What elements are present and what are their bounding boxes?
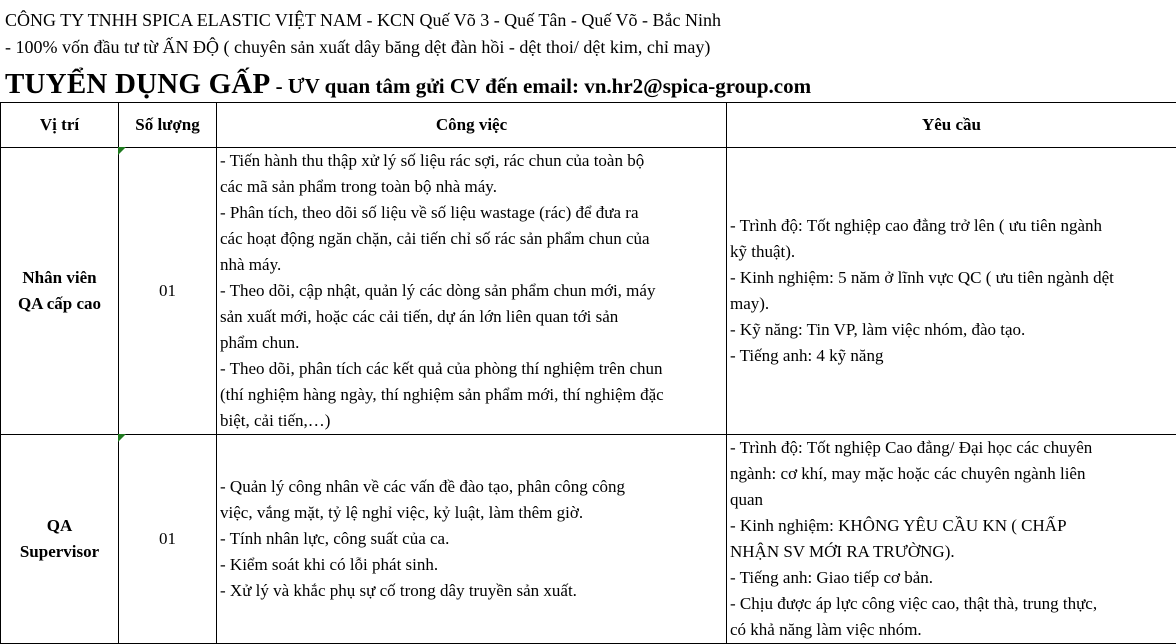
requirement-line: ngành: cơ khí, may mặc hoặc các chuyên ngành liên bbox=[730, 461, 1174, 487]
position-line: QA bbox=[1, 513, 118, 539]
comment-marker-icon bbox=[118, 147, 126, 155]
position-line: QA cấp cao bbox=[1, 291, 118, 317]
duty-line: - Quản lý công nhân về các vấn đề đào tạo, phân công công bbox=[220, 474, 724, 500]
duty-line: - Tiến hành thu thập xử lý số liệu rác sợi, rác chun của toàn bộ bbox=[220, 148, 724, 174]
duty-line: phẩm chun. bbox=[220, 330, 724, 356]
requirement-line: - Trình độ: Tốt nghiệp Cao đẳng/ Đại học các chuyên bbox=[730, 435, 1174, 461]
requirements-cell bbox=[727, 148, 1176, 435]
table-header-row bbox=[1, 103, 1176, 148]
duty-line: biệt, cải tiến,…) bbox=[220, 408, 724, 434]
requirement-line: - Chịu được áp lực công việc cao, thật thà, trung thực, bbox=[730, 591, 1174, 617]
duty-line: các hoạt động ngăn chặn, cải tiến chỉ số rác sản phẩm chun của bbox=[220, 226, 724, 252]
duty-line: - Theo dõi, phân tích các kết quả của phòng thí nghiệm trên chun bbox=[220, 356, 724, 382]
duties-cell bbox=[217, 435, 727, 644]
requirement-line: may). bbox=[730, 291, 1174, 317]
col-header-position: Vị trí bbox=[1, 103, 119, 148]
recruitment-headline bbox=[5, 67, 811, 106]
col-header-duties: Công việc bbox=[217, 103, 727, 148]
requirement-line: - Trình độ: Tốt nghiệp cao đẳng trở lên ( ưu tiên ngành bbox=[730, 213, 1174, 239]
position-line: Supervisor bbox=[1, 539, 118, 565]
duty-line: - Xử lý và khắc phụ sự cố trong dây truyền sản xuất. bbox=[220, 578, 724, 604]
requirement-line: - Kỹ năng: Tin VP, làm việc nhóm, đào tạo. bbox=[730, 317, 1174, 343]
duty-line: các mã sản phẩm trong toàn bộ nhà máy. bbox=[220, 174, 724, 200]
position-cell bbox=[1, 148, 119, 435]
duty-line: - Phân tích, theo dõi số liệu về số liệu wastage (rác) để đưa ra bbox=[220, 200, 724, 226]
job-table bbox=[0, 102, 1176, 644]
requirements-cell bbox=[727, 435, 1176, 644]
quantity-value: 01 bbox=[159, 281, 176, 300]
quantity-cell bbox=[119, 435, 217, 644]
quantity-value: 01 bbox=[159, 529, 176, 548]
cv-email-note: - ƯV quan tâm gửi CV đến email: vn.hr2@spica-group.com bbox=[270, 74, 811, 98]
comment-marker-icon bbox=[118, 434, 126, 442]
requirement-line: - Kinh nghiệm: KHÔNG YÊU CẦU KN ( CHẤP bbox=[730, 513, 1174, 539]
col-header-requirements: Yêu cầu bbox=[727, 103, 1176, 148]
requirement-line: - Tiếng anh: Giao tiếp cơ bản. bbox=[730, 565, 1174, 591]
duty-line: (thí nghiệm hàng ngày, thí nghiệm sản phẩm mới, thí nghiệm đặc bbox=[220, 382, 724, 408]
requirement-line: NHẬN SV MỚI RA TRƯỜNG). bbox=[730, 539, 1174, 565]
duty-line: - Theo dõi, cập nhật, quản lý các dòng sản phẩm chun mới, máy bbox=[220, 278, 724, 304]
quantity-cell bbox=[119, 148, 217, 435]
duty-line: việc, vắng mặt, tỷ lệ nghỉ việc, kỷ luật, làm thêm giờ. bbox=[220, 500, 724, 526]
col-header-quantity: Số lượng bbox=[119, 103, 217, 148]
requirement-line: có khả năng làm việc nhóm. bbox=[730, 617, 1174, 643]
duty-line: - Tính nhân lực, công suất của ca. bbox=[220, 526, 724, 552]
duty-line: nhà máy. bbox=[220, 252, 724, 278]
position-cell bbox=[1, 435, 119, 644]
requirement-line: kỹ thuật). bbox=[730, 239, 1174, 265]
company-line: CÔNG TY TNHH SPICA ELASTIC VIỆT NAM - KCN Quế Võ 3 - Quế Tân - Quế Võ - Bắc Ninh bbox=[5, 8, 721, 32]
requirement-line: - Kinh nghiệm: 5 năm ở lĩnh vực QC ( ưu tiên ngành dệt bbox=[730, 265, 1174, 291]
urgent-title: TUYỂN DỤNG GẤP bbox=[5, 68, 270, 100]
table-row bbox=[1, 148, 1176, 435]
requirement-line: - Tiếng anh: 4 kỹ năng bbox=[730, 343, 1174, 369]
requirement-line: quan bbox=[730, 487, 1174, 513]
duties-cell bbox=[217, 148, 727, 435]
position-line: Nhân viên bbox=[1, 265, 118, 291]
duty-line: - Kiểm soát khi có lỗi phát sinh. bbox=[220, 552, 724, 578]
investment-line: - 100% vốn đầu tư từ ẤN ĐỘ ( chuyên sản xuất dây băng dệt đàn hồi - dệt thoi/ dệt kim, chỉ may) bbox=[5, 35, 710, 59]
duty-line: sản xuất mới, hoặc các cải tiến, dự án lớn liên quan tới sản bbox=[220, 304, 724, 330]
table-row bbox=[1, 435, 1176, 644]
